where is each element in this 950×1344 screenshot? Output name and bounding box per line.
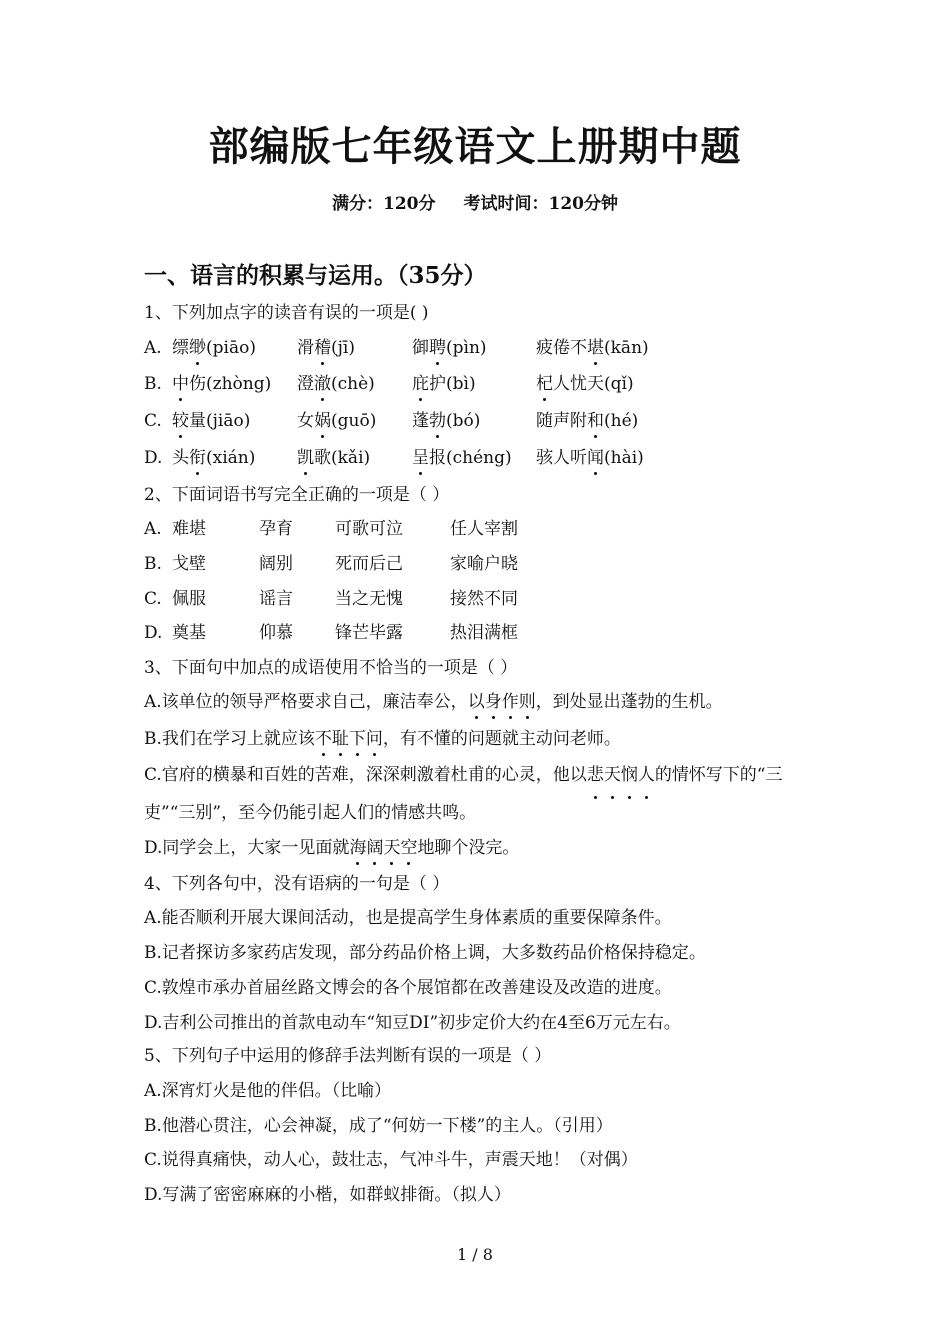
option-letter: A.	[144, 519, 162, 539]
dotted-char: 不	[314, 729, 332, 749]
question-5-option-d: D.写满了密密麻麻的小楷，如群蚁排衙。（拟人）	[144, 1185, 511, 1205]
dotted-char: 问	[365, 729, 383, 749]
word-item: 阔别	[259, 554, 293, 574]
option-letter: B.	[144, 374, 162, 394]
phonetic-item: 头衔(xián)	[172, 448, 256, 468]
word-item: 热泪满框	[450, 623, 518, 643]
dotted-char: 中	[172, 374, 189, 394]
word-item: 当之无愧	[335, 589, 403, 609]
question-5-option-b: B.他潜心贯注，心会神凝，成了“何妨一下楼”的主人。（引用）	[144, 1116, 613, 1136]
phonetic-item: 缥缈(piāo)	[172, 338, 256, 358]
dotted-char: 下	[348, 729, 366, 749]
dotted-char: 凯	[297, 448, 314, 468]
question-4-stem: 4、下列各句中，没有语病的一句是（ ）	[144, 874, 450, 894]
question-4-option-d: D.吉利公司推出的首款电动车“知豆DI”初步定价大约在4至6万元左右。	[144, 1013, 681, 1033]
phonetic-item: 女娲(guō)	[297, 411, 377, 431]
phonetic-item: 滑稽(jī)	[297, 338, 355, 358]
question-5-option-c: C.说得真痛快，动人心，鼓壮志，气冲斗牛，声震天地！（对偶）	[144, 1150, 638, 1170]
page-number: 1 / 8	[457, 1245, 493, 1264]
phonetic-item: 凯歌(kǎi)	[297, 448, 371, 468]
option-letter: C.	[144, 411, 162, 431]
dotted-char: 庇	[412, 374, 429, 394]
dotted-char: 较	[172, 411, 189, 431]
dotted-char: 杞	[536, 374, 553, 394]
question-2-stem: 2、下面词语书写完全正确的一项是（ ）	[144, 485, 450, 505]
word-item: 任人宰割	[450, 519, 518, 539]
option-letter: C.	[144, 589, 162, 609]
dotted-char: 缈	[189, 338, 206, 358]
question-4-option-a: A.能否顺利开展大课间活动，也是提高学生身体素质的重要保障条件。	[144, 908, 672, 928]
option-letter: D.	[144, 448, 163, 468]
dotted-char: 稽	[314, 338, 331, 358]
dotted-char: 作	[501, 692, 519, 712]
dotted-char: 聘	[429, 338, 446, 358]
dotted-idiom	[468, 692, 536, 712]
word-item: 死而后己	[335, 554, 403, 574]
dotted-char: 天	[604, 756, 621, 794]
question-3-stem: 3、下面句中加点的成语使用不恰当的一项是（ ）	[144, 658, 518, 678]
phonetic-item: 中伤(zhòng)	[172, 374, 272, 394]
dotted-char: 耻	[331, 729, 349, 749]
question-5-stem: 5、下列句子中运用的修辞手法判断有误的一项是（ ）	[144, 1046, 552, 1066]
phonetic-item: 庇护(bì)	[412, 374, 476, 394]
option-letter: B.	[144, 554, 162, 574]
full-score: 满分：120分	[332, 194, 436, 214]
word-item: 锋芒毕露	[335, 623, 403, 643]
dotted-char: 澈	[314, 374, 331, 394]
dotted-char: 空	[400, 838, 418, 858]
dotted-char: 则	[518, 692, 536, 712]
dotted-char: 悲	[587, 756, 604, 794]
question-3-option-b: B.我们在学习上就应该不耻下问，有不懂的问题就主动问老师。	[144, 729, 621, 749]
phonetic-item: 呈报(chéng)	[412, 448, 512, 468]
word-item: 戈壁	[172, 554, 206, 574]
phonetic-item: 随声附和(hé)	[536, 411, 639, 431]
word-item: 可歌可泣	[335, 519, 403, 539]
dotted-char: 悯	[621, 756, 638, 794]
dotted-char: 呈	[412, 448, 429, 468]
dotted-char: 勃	[429, 411, 446, 431]
dotted-char: 海	[349, 838, 367, 858]
dotted-idiom	[315, 729, 383, 749]
phonetic-item: 澄澈(chè)	[297, 374, 375, 394]
dotted-char: 以	[467, 692, 485, 712]
word-item: 难堪	[172, 519, 206, 539]
dotted-idiom	[349, 838, 417, 858]
dotted-char: 阔	[366, 838, 384, 858]
word-item: 孕育	[259, 519, 293, 539]
dotted-char: 堪	[587, 338, 604, 358]
word-item: 家喻户晓	[450, 554, 518, 574]
exam-time: 考试时间：120分钟	[463, 194, 618, 214]
option-letter: A.	[144, 338, 162, 358]
dotted-char: 身	[484, 692, 502, 712]
section-heading: 一、语言的积累与运用。（35分）	[144, 262, 487, 289]
phonetic-item: 疲倦不堪(kān)	[536, 338, 649, 358]
dotted-char: 人	[638, 756, 655, 794]
word-item: 佩服	[172, 589, 206, 609]
phonetic-item: 御聘(pìn)	[412, 338, 487, 358]
question-3-option-a: A.该单位的领导严格要求自己，廉洁奉公，以身作则，到处显出蓬勃的生机。	[144, 692, 723, 712]
word-item: 谣言	[259, 589, 293, 609]
dotted-char: 天	[383, 838, 401, 858]
question-5-option-a: A.深宵灯火是他的伴侣。（比喻）	[144, 1081, 392, 1101]
dotted-char: 衔	[189, 448, 206, 468]
question-1-stem: 1、下列加点字的读音有误的一项是( )	[144, 303, 429, 323]
exam-info	[0, 192, 950, 216]
phonetic-item: 骇人听闻(hài)	[536, 448, 644, 468]
word-item: 接然不同	[450, 589, 518, 609]
page-title: 部编版七年级语文上册期中题	[208, 123, 742, 170]
phonetic-item: 杞人忧天(qǐ)	[536, 374, 634, 394]
phonetic-item: 较量(jiāo)	[172, 411, 251, 431]
dotted-char: 娲	[314, 411, 331, 431]
question-4-option-b: B.记者探访多家药店发现，部分药品价格上调，大多数药品价格保持稳定。	[144, 943, 706, 963]
question-3-option-c: C.官府的横暴和百姓的苦难，深深刺激着杜甫的心灵，他以悲天悯人的情怀写下的“三吏”“三别”，至今仍能引起人们的情感共鸣。	[144, 756, 812, 832]
option-letter: D.	[144, 623, 163, 643]
phonetic-item: 蓬勃(bó)	[412, 411, 481, 431]
word-item: 仰慕	[259, 623, 293, 643]
dotted-idiom	[587, 765, 655, 785]
dotted-char: 闻	[587, 448, 604, 468]
dotted-char: 和	[587, 411, 604, 431]
word-item: 奠基	[172, 623, 206, 643]
question-4-option-c: C.敦煌市承办首届丝路文博会的各个展馆都在改善建设及改造的进度。	[144, 978, 672, 998]
question-3-option-d: D.同学会上，大家一见面就海阔天空地聊个没完。	[144, 838, 520, 858]
